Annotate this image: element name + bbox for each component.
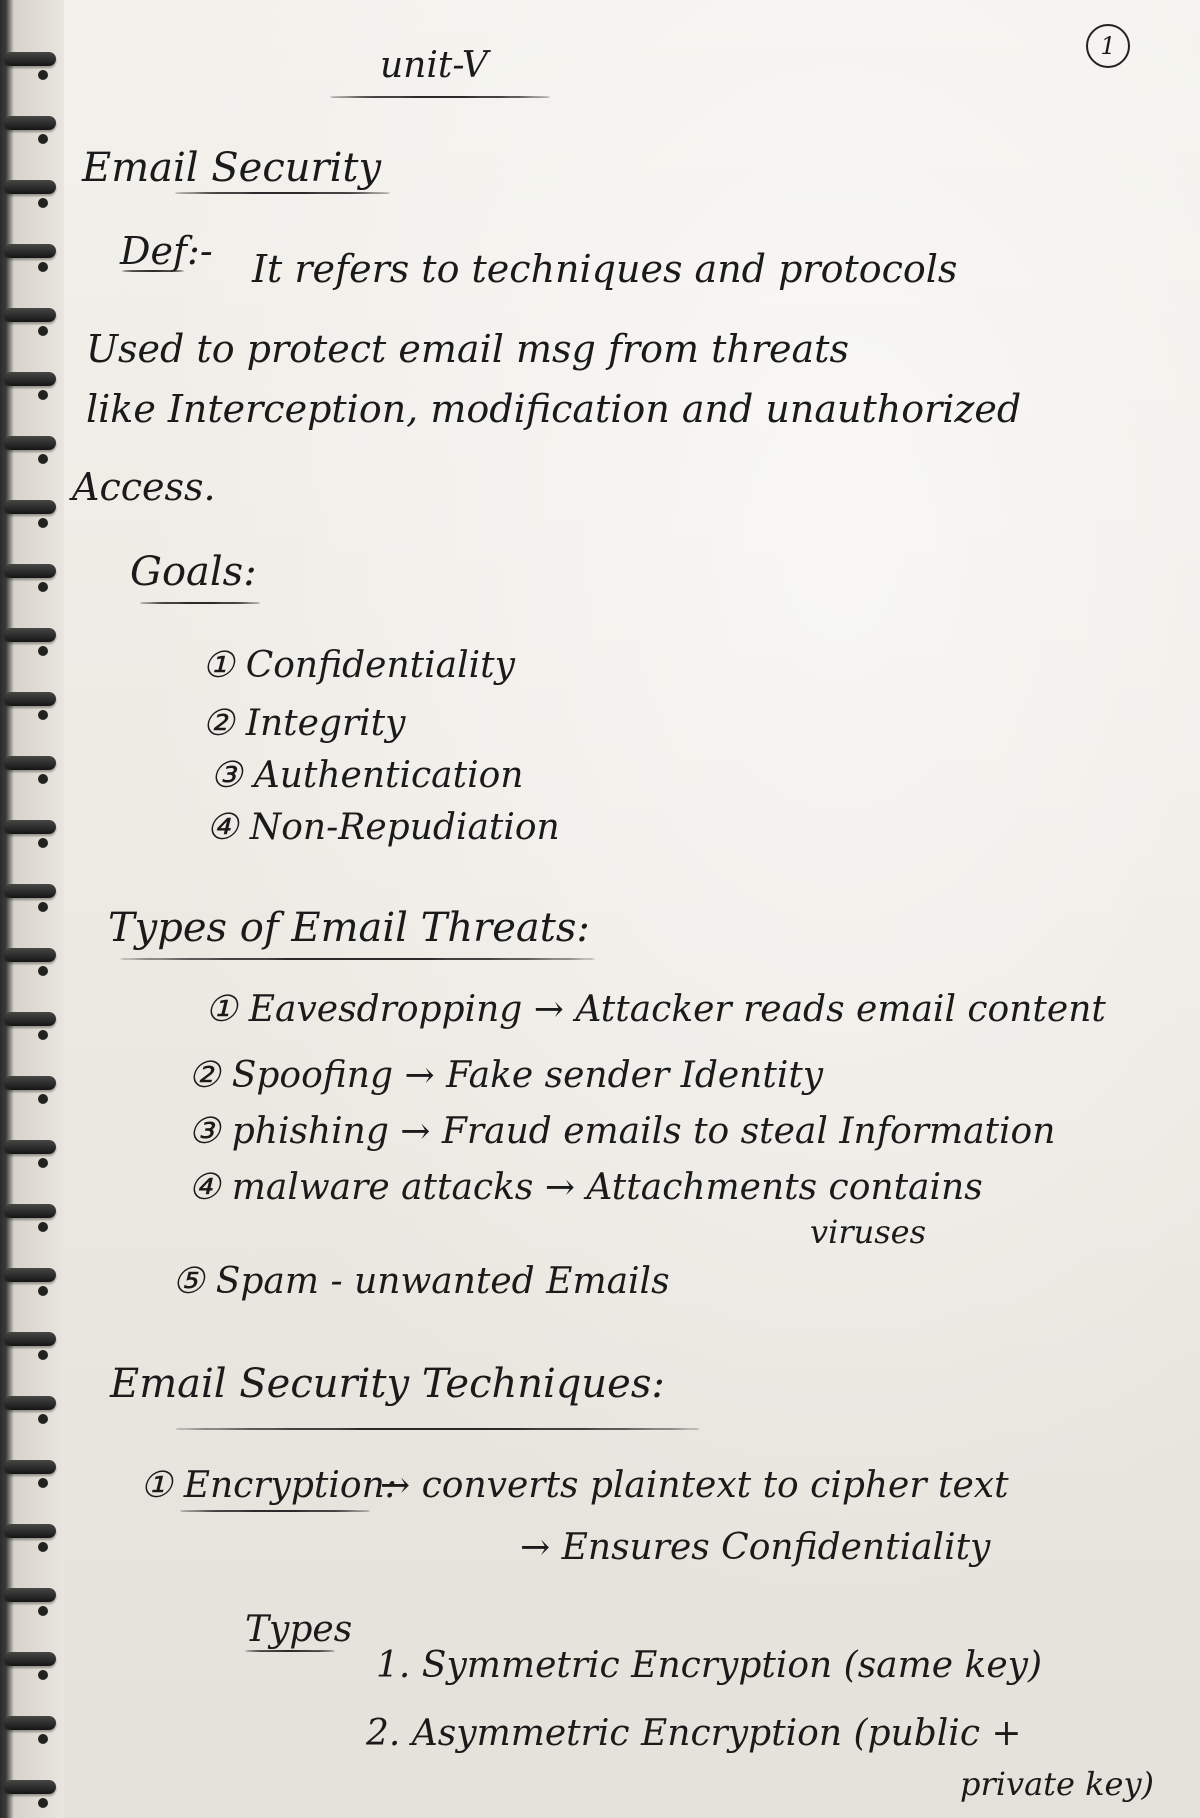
spiral-ring	[4, 436, 56, 450]
def-underline	[122, 270, 184, 272]
page-number: 1	[1086, 24, 1130, 68]
binding-hole	[38, 838, 48, 848]
binding-hole	[38, 1670, 48, 1680]
binding-hole	[38, 1158, 48, 1168]
spiral-ring	[4, 1204, 56, 1218]
types-underline	[245, 1650, 335, 1652]
spiral-ring	[4, 1076, 56, 1090]
goal-item-3: ③ Authentication	[210, 755, 524, 796]
binding-hole	[38, 518, 48, 528]
binding-hole	[38, 198, 48, 208]
binding-hole	[38, 1478, 48, 1488]
spiral-ring	[4, 692, 56, 706]
binding-hole	[38, 134, 48, 144]
binding-hole	[38, 1734, 48, 1744]
spiral-ring	[4, 244, 56, 258]
def-line-1: It refers to techniques and protocols	[252, 247, 958, 291]
binding-hole	[38, 454, 48, 464]
threat-item-4: ④ malware attacks → Attachments contains	[188, 1167, 983, 1208]
threats-heading: Types of Email Threats:	[108, 905, 590, 951]
spiral-ring	[4, 500, 56, 514]
goal-item-1: ① Confidentiality	[202, 645, 515, 686]
binding-hole	[38, 1542, 48, 1552]
types-label: Types	[245, 1609, 353, 1650]
def-line-4: Access.	[72, 465, 216, 509]
spiral-ring	[4, 1524, 56, 1538]
binding-hole	[38, 1350, 48, 1360]
binding-hole	[38, 1030, 48, 1040]
email-security-heading: Email Security	[82, 145, 382, 191]
spiral-ring	[4, 372, 56, 386]
threats-underline	[120, 958, 595, 960]
encryption-underline	[180, 1510, 370, 1512]
binding-hole	[38, 646, 48, 656]
binding-hole	[38, 710, 48, 720]
binding-hole	[38, 1222, 48, 1232]
spiral-ring	[4, 756, 56, 770]
encryption-label: ① Encryption:	[140, 1465, 397, 1506]
binding-hole	[38, 774, 48, 784]
binding-hole	[38, 326, 48, 336]
email-security-underline	[175, 192, 390, 194]
type-item-2: 2. Asymmetric Encryption (public +	[366, 1713, 1022, 1754]
encryption-line-1: → converts plaintext to cipher text	[380, 1465, 1009, 1506]
threat-item-3: ③ phishing → Fraud emails to steal Information	[188, 1111, 1056, 1152]
goal-item-4: ④ Non-Repudiation	[206, 807, 560, 848]
spiral-ring	[4, 1268, 56, 1282]
spiral-ring	[4, 308, 56, 322]
goal-item-2: ② Integrity	[202, 703, 406, 744]
spiral-ring	[4, 52, 56, 66]
spiral-ring	[4, 564, 56, 578]
spiral-ring	[4, 1716, 56, 1730]
binding-hole	[38, 966, 48, 976]
techniques-underline	[175, 1428, 700, 1430]
techniques-heading: Email Security Techniques:	[110, 1361, 665, 1407]
spiral-ring	[4, 1012, 56, 1026]
binding-hole	[38, 582, 48, 592]
threat-item-4-continued: viruses	[810, 1213, 926, 1251]
spiral-ring	[4, 1332, 56, 1346]
type-item-2-continued: private key)	[960, 1765, 1155, 1803]
binding-hole	[38, 390, 48, 400]
binding-hole	[38, 1414, 48, 1424]
def-label: Def:-	[120, 229, 213, 273]
spiral-binding	[0, 0, 64, 1818]
type-item-1: 1. Symmetric Encryption (same key)	[376, 1645, 1043, 1686]
unit-title-underline	[330, 96, 550, 98]
binding-hole	[38, 70, 48, 80]
binding-hole	[38, 1094, 48, 1104]
goals-underline	[140, 602, 260, 604]
binding-hole	[38, 1606, 48, 1616]
encryption-line-2: → Ensures Confidentiality	[520, 1527, 991, 1568]
threat-item-2: ② Spoofing → Fake sender Identity	[188, 1055, 824, 1096]
spiral-ring	[4, 116, 56, 130]
def-line-2: Used to protect email msg from threats	[86, 327, 849, 371]
spiral-ring	[4, 1140, 56, 1154]
binding-hole	[38, 1798, 48, 1808]
spiral-ring	[4, 1652, 56, 1666]
binding-hole	[38, 262, 48, 272]
spiral-ring	[4, 1588, 56, 1602]
def-line-3: like Interception, modification and unauthorized	[86, 387, 1022, 431]
spiral-ring	[4, 180, 56, 194]
spiral-ring	[4, 628, 56, 642]
spiral-ring	[4, 1780, 56, 1794]
spiral-ring	[4, 820, 56, 834]
goals-heading: Goals:	[130, 549, 257, 595]
binding-hole	[38, 902, 48, 912]
spiral-ring	[4, 1396, 56, 1410]
spiral-ring	[4, 948, 56, 962]
threat-item-5: ⑤ Spam - unwanted Emails	[172, 1261, 670, 1302]
unit-title: unit-V	[380, 45, 488, 86]
threat-item-1: ① Eavesdropping → Attacker reads email content	[205, 989, 1106, 1030]
spiral-ring	[4, 884, 56, 898]
binding-hole	[38, 1286, 48, 1296]
spiral-ring	[4, 1460, 56, 1474]
